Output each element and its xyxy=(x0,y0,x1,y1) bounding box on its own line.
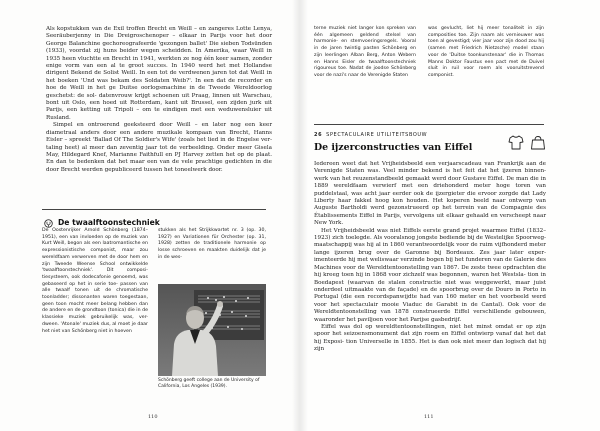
right-paragraph-1: Iedereen weet dat het Vrijheidsbeeld een verjaarscadeau van Frankrijk aan de Verenigde Staten was. Veel minder bekend is het feit dat het ijzeren binnen- werk van het reuzenstandbeeld gemaakt werd door Gustave Eiffel. De man die in 1889 wereldfaam verwierf met een driehonderd meter hoge toren van puddelstaal, was acht jaar eerder ook de ijzergieter die ervoor zorgde dat Lady Liberty haar fakkel hoog kon houden. Het koperen beeld naar ontwerp van Auguste Bartholdi werd gezonstrueerd op het terrein van de Compagnie des Établissements Eiffel in Parijs, vervolgens uit elkaar gehaald en verscheept naar New York. xyxy=(314,161,546,227)
left-main-text xyxy=(46,26,272,174)
sidebar-continued-column-1: terne muziek niet langer kon spreken van één algemeen geldend stelsel van harmonie- en stemvoeringsregels. Vooral in de jaren twintig pasten Schönberg en zijn leerlingen Alban Berg, Anton Webern en Hanns Eisler de twaalftoonstechniek rigoureus toe. Nadat de joodse Schönberg voor de nazi's naar de Verenigde Staten xyxy=(314,26,416,78)
photo-caption: Schönberg geeft college aan de University of California, Los Angeles (1939). xyxy=(158,378,260,390)
right-page xyxy=(300,0,600,431)
chapter-number: 26 xyxy=(314,132,323,138)
sidebar-column-2: stukken als het Strijkkwartet nr. 3 (op. 30, 1927) en Variationen für Orchester (op. 31, 1928) zetten de traditionele harmonie op losse schroeven en maakten duidelijk dat je in de wes- xyxy=(158,228,266,260)
left-paragraph-1: Als kopstukken van de Exil troffen Brecht en Weill – en zangeres Lotte Lenya, Seeräuberjenny in Die Dreigroschenoper – elkaar in Parijs voor het door George Balanchine gechoreografeerde 'gezongen ballet' Die sieben Todsünden (1933), voordat zij huns beider wegen scheidden. In Amerika, waar Weill in 1935 heen vluchtte en Brecht in 1941, werkten ze nog één keer samen, zonder enige vorm van een al te groot succes. In 1940 werd het met Hollandse dirigent Bekend de Solist Weill. In een tot de verdwenen jaren tot dat Weill in het boeken 'Und was bekam des Soldaten Weib?'. In een dat de recorder en hoe de Weill in het ge Duitse oorlogsmachine in de Tweede Wereldoorlog geschetst: de sol- datenvrouw krijgt schoenen uit Praag, linnen uit Warschau, bont uit Oslo, een hoed uit Rotterdam, kant uit Brussel, een zijden jurk uit Parijs, een ketting uit Tripoli – om te eindigen met een weduwensluier uit Rusland. xyxy=(46,26,272,121)
sidebar-continued-column-2: was gevlucht, liet hij meer tonaliteit in zijn composities toe. Zijn naam als vernieuwer was toen al gevestigd; vier jaar voor zijn dood zou hij (samen met Friedrich Nietzsche) model staan voor de 'Duitse toonkunstenaar' die in Thomas Manns Doktor Faustus een pact met de Duivel sluit in ruil voor roem als vooruitstrevend componist. xyxy=(428,26,544,78)
chapter-section-label: SPECTACULAIRE UTILITEITSBOUW xyxy=(326,132,428,138)
shirt-icon xyxy=(508,135,524,153)
chapter-icons xyxy=(508,135,548,153)
right-main-text xyxy=(314,161,546,354)
book-gutter xyxy=(292,0,308,431)
handbag-icon xyxy=(530,135,546,153)
schonberg-lecture-photo xyxy=(158,284,266,376)
left-page-number: 110 xyxy=(148,414,158,420)
right-paragraph-2: Het Vrijheidsbeeld was niet Eiffels eerste grand projet waarmee Eiffel (1832– 1923) zich toelegde. Als vooralsnog jongste bediende bij de Westelijke Spoorweg- maatschappij was hij al in 1860 verantwoordelijk voor de ruim vijfhonderd meter lange ijzeren brug over de Garonne bij Bordeaux. Zes jaar later exper- imenteerde hij met weliswaar verzinde bogen bij het funderen van de Galerie des Machines voor de Wereldtentoonstelling van 1867. De zeste twee opdrachten die hij kreeg toen hij in 1868 voor zichzelf was begonnen, waren het Westsla- tion in Boedapest (waarvan de stalen constructie niet was weggewerkt, maar juist onderdeel uitmaakte van de façade) en de spoorbrug over de Douro in Porto in Portugal (die een recordspanwijdte had van 160 meter en het voorbeeld werd voor het spectaculair mooie Viaduc de Garabit in de Cantal). Ook voor de Wereldtentoonstelling van 1878 construeerde Eiffel verschillende gebouwen, waaronder het paviljoen voor het Parijse gasbedrijf. xyxy=(314,227,546,323)
chapter-title: De ijzerconstructies van Eiffel xyxy=(314,142,473,153)
right-paragraph-3: Eiffel was dol op wereldtentoonstellingen, niet het minst omdat er op zijn spoor het seizoensmonument dat zijn roem en Eiffel ontwierp vanaf dat het dat hij Exposi- tion Universelle in 1855. Het is dan ook niet meer dan logisch dat hij zijn xyxy=(314,323,546,353)
left-paragraph-2: Simpel en ontroerend geeksteerd door Weill – en later nog een keer diametraal anders door een andere muzikale kompaan van Brecht, Hanns Eisler – spreekt 'Ballad Of The Soldier's Wife' (zoals het lied in de Engelse ver- taling heet) al meer dan zeventig jaar tot de verbeelding. Onder meer Gisela May, Hildegard Knef, Marianne Faithfull en PJ Harvey zetten het op de plaat. En dan te bedenken dat het maar een van de vele prachtige gedichten in die door Brecht werden gepubliceerd tussen het toneelwerk door. xyxy=(46,122,272,173)
sidebar-top-rule xyxy=(42,209,266,210)
chapter-kicker xyxy=(314,132,427,138)
right-page-number: 111 xyxy=(424,414,434,420)
sidebar-column-1: De Oostenrijker Arnold Schönberg (1874–1951), een van invloeden op de muziek van Kurt Weill, begon als een laatromantische en expressionistische componist, maar zou wereldfaam verwerven met de door hem en zijn Tweede Weense School ontwikkelde 'twaalftoonstechniek'. Dit composi- tiesysteem, ook dodecafonie genoemd, was gebaseerd op het in serie toe- passen van alle twaalf tonen uit de chromatische toonladder; dissonanten waren toegestaan, geen toon mocht meer belang hebben dan de andere en de grondtoon (tonica) die in de klassieke muziek gebruikelijk was, ver- dween. 'Atonale' muziek dus, al moet je daar het niet van Schönberg niet in hoeven xyxy=(42,228,148,334)
sidebar-bottom-rule xyxy=(314,124,544,125)
sidebar-title: De twaalftoonstechniek xyxy=(58,218,160,227)
